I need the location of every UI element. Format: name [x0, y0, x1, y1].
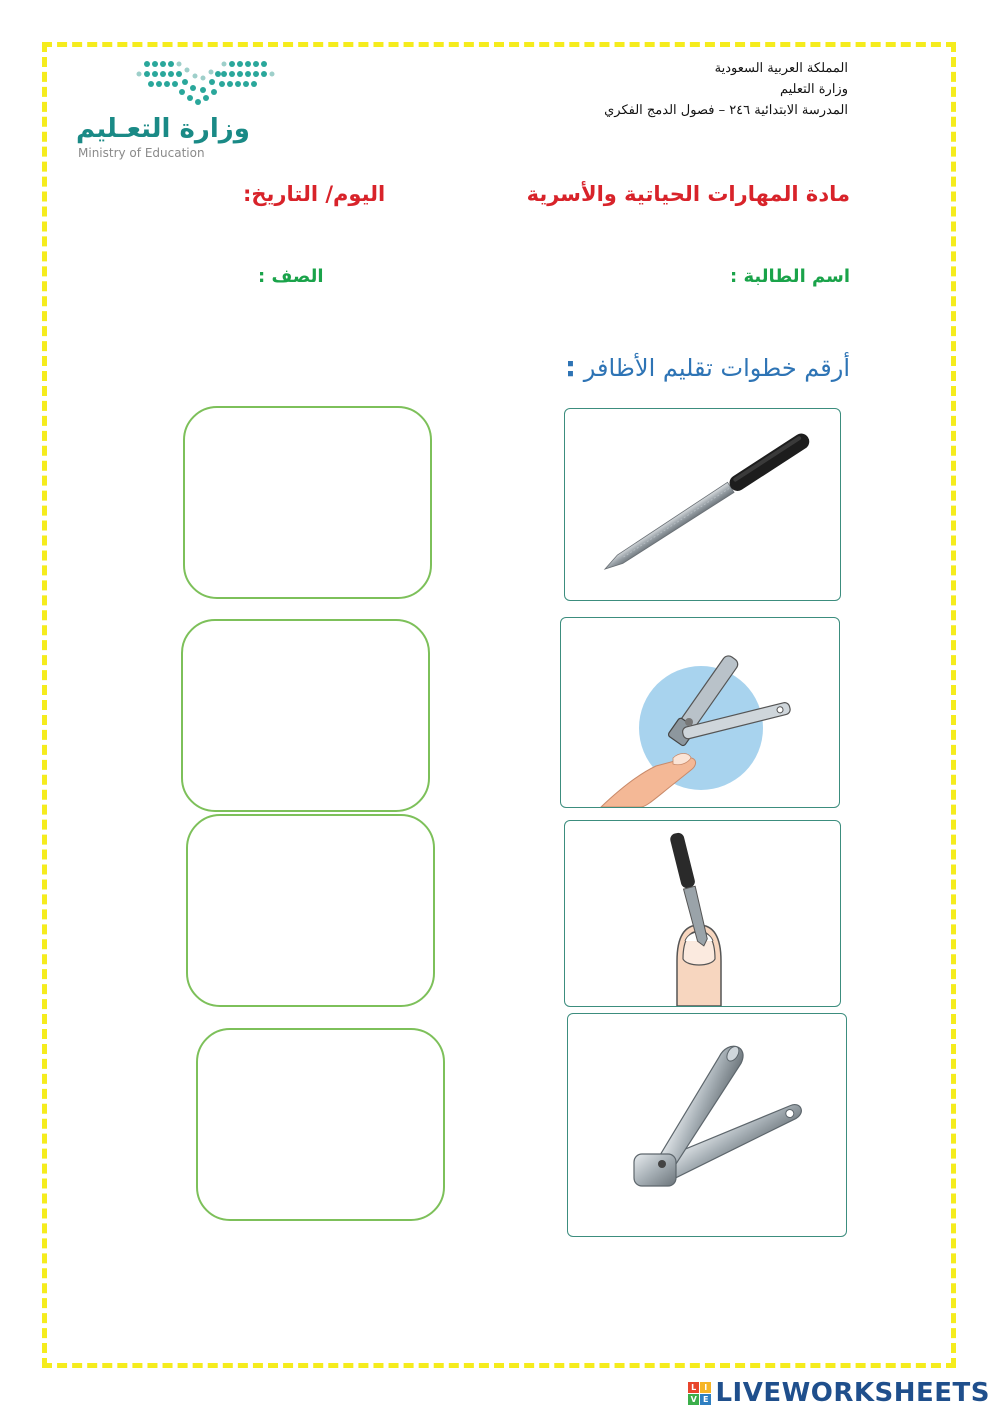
liveworksheets-watermark [688, 1378, 990, 1408]
date-label: اليوم/ التاريخ: [243, 182, 386, 206]
header-line-school: المدرسة الابتدائية ٢٤٦ – فصول الدمج الفكري [604, 103, 848, 118]
answer-box-1[interactable] [183, 406, 432, 599]
class-label: الصف : [258, 266, 324, 287]
logo-arabic-text: وزارة التعـليم [76, 114, 250, 144]
picture-clipping-finger [560, 617, 840, 808]
task-title [565, 350, 850, 383]
task-title-colon: : [564, 350, 577, 383]
clipping-finger-nail-icon [561, 618, 839, 807]
school-header [604, 58, 848, 121]
logo-english-text: Ministry of Education [78, 146, 205, 160]
nail-file-icon [565, 409, 840, 600]
ministry-logo [72, 58, 282, 168]
picture-filing-nail [564, 820, 841, 1007]
answer-box-3[interactable] [186, 814, 435, 1007]
filing-nail-icon [565, 821, 840, 1006]
picture-nail-clipper [567, 1013, 847, 1237]
ministry-logo-dots-icon [72, 58, 282, 113]
task-title-text: أرقم خطوات تقليم الأظافر [583, 354, 850, 382]
student-name-label: اسم الطالبة : [730, 266, 850, 287]
answer-box-2[interactable] [181, 619, 430, 812]
header-line-kingdom: المملكة العربية السعودية [714, 61, 848, 76]
subject-title: مادة المهارات الحياتية والأسرية [526, 182, 850, 206]
liveworksheets-logo-icon: L I V E [688, 1382, 711, 1405]
picture-nail-file [564, 408, 841, 601]
answer-box-4[interactable] [196, 1028, 445, 1221]
header-line-ministry: وزارة التعليم [779, 82, 848, 97]
nail-clipper-icon [568, 1014, 846, 1236]
watermark-text: LIVEWORKSHEETS [715, 1378, 990, 1408]
